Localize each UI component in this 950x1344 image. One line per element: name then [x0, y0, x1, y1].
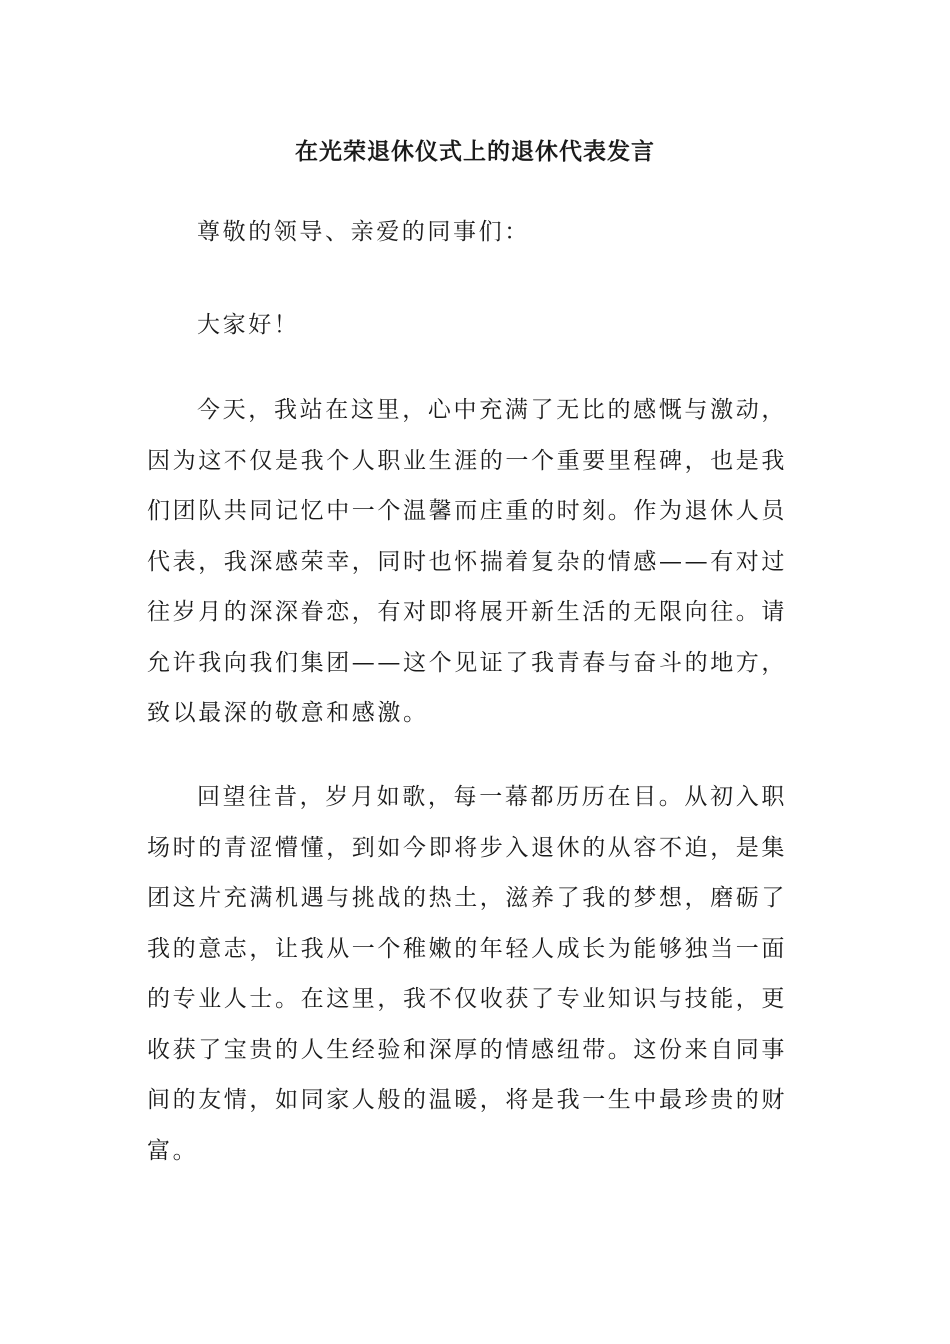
salutation-line: 大家好！ [197, 312, 300, 338]
greeting-line: 尊敬的领导、亲爱的同事们： [197, 219, 530, 245]
body-paragraph-2: 回望往昔，岁月如歌，每一幕都历历在目。从初入职场时的青涩懵懂，到如今即将步入退休的从容不迫，是集团这片充满机遇与挑战的热土，滋养了我的梦想，磨砺了我的意志，让我从一个稚嫩的年轻人成长为能够独当一面的专业人士。在这里，我不仅收获了专业知识与技能，更收获了宝贵的人生经验和深厚的情感纽带。这份来自同事间的友情，如同家人般的温暖，将是我一生中最珍贵的财富。 [147, 784, 787, 1164]
body-paragraph-1: 今天，我站在这里，心中充满了无比的感慨与激动，因为这不仅是我个人职业生涯的一个重要里程碑，也是我们团队共同记忆中一个温馨而庄重的时刻。作为退休人员代表，我深感荣幸，同时也怀揣着复杂的情感——有对过往岁月的深深眷恋，有对即将展开新生活的无限向往。请允许我向我们集团——这个见证了我青春与奋斗的地方，致以最深的敬意和感激。 [147, 397, 787, 726]
document-title: 在光荣退休仪式上的退休代表发言 [295, 138, 655, 165]
